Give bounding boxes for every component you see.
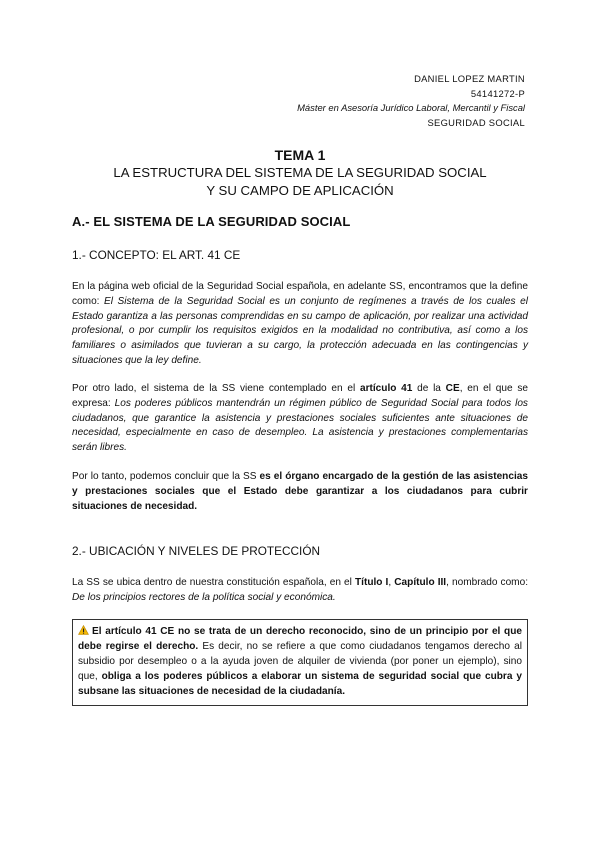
section-heading-a: A.- EL SISTEMA DE LA SEGURIDAD SOCIAL: [72, 214, 351, 229]
paragraph-text: Por otro lado, el sistema de la SS viene contemplado en el: [72, 383, 360, 394]
topic-title-line-1: LA ESTRUCTURA DEL SISTEMA DE LA SEGURIDAD SOCIAL: [113, 165, 487, 180]
note-text: Es decir, no se refiere a que como ciudadanos tengamos derecho al subsidio por desempleo o a la ayuda joven de alquiler de vivienda (por poner un ejemplo), sino que,: [78, 641, 522, 682]
subsection-heading-1: 1.- CONCEPTO: EL ART. 41 CE: [72, 248, 241, 262]
bold-text: artículo 41: [359, 383, 413, 394]
paragraph-definition: [72, 280, 528, 369]
document-header: [297, 72, 525, 130]
paragraph-text: Por lo tanto, podemos concluir que la SS: [72, 471, 260, 482]
paragraph-location: [72, 576, 528, 606]
paragraph-text: La SS se ubica dentro de nuestra constitución española, en el: [72, 577, 355, 588]
note-bold-text: El artículo 41 CE no se trata de un derecho reconocido, sino de un principio por el que debe regirse el derecho.: [78, 626, 522, 652]
paragraph-text: ,: [388, 577, 395, 588]
warning-icon: [78, 625, 89, 635]
topic-number: TEMA 1: [274, 147, 326, 163]
subject-name: SEGURIDAD SOCIAL: [427, 116, 525, 128]
bold-text: es el órgano encargado de la gestión de las asistencias y prestaciones sociales que el Estado debe garantizar a los ciudadanos para cubrir situaciones de necesidad.: [72, 471, 528, 512]
program-name: Máster en Asesoría Jurídico Laboral, Mercantil y Fiscal: [297, 102, 525, 114]
bold-text: CE: [445, 383, 460, 394]
paragraph-article-41: [72, 382, 528, 456]
topic-title-line-2: Y SU CAMPO DE APLICACIÓN: [206, 183, 394, 198]
definition-quote: El Sistema de la Seguridad Social es un conjunto de regímenes a través de los cuales el Estado garantiza a las personas comprendidas en su campo de aplicación, por realizar una actividad profesional, o por cumplir los requisitos exigidos en la modalidad no contributiva, así como a los familiares o asimilados que tuvieran a su cargo, la protección adecuada en las contingencias y situaciones que la ley define.: [72, 295, 528, 366]
subsection-heading-2: 2.- UBICACIÓN Y NIVELES DE PROTECCIÓN: [72, 544, 321, 558]
paragraph-text: , en el que se expresa:: [72, 383, 528, 409]
paragraph-conclusion: [72, 470, 528, 514]
chapter-quote: De los principios rectores de la política social y económica.: [72, 591, 336, 603]
paragraph-text: En la página web oficial de la Seguridad Social española, en adelante SS, encontramos que la define como:: [72, 281, 528, 307]
article-quote: Los poderes públicos mantendrán un régimen público de Seguridad Social para todos los ciudadanos, que garantice la asistencia y prestaciones sociales suficientes ante situaciones de necesidad, especialmente en caso de desempleo. La asistencia y prestaciones complementarias serán libres.: [72, 397, 528, 454]
note-box: [72, 619, 528, 706]
paragraph-text: de la: [412, 383, 446, 394]
bold-text: Capítulo III: [394, 577, 447, 588]
author-name: DANIEL LOPEZ MARTIN: [414, 73, 525, 84]
student-id: 54141272-P: [470, 87, 525, 99]
paragraph-text: , nombrado como:: [446, 577, 529, 588]
bold-text: Título I: [355, 577, 389, 588]
title-block: [70, 146, 530, 200]
note-bold-text: obliga a los poderes públicos a elaborar un sistema de seguridad social que cubra y subsane las situaciones de necesidad de la ciudadanía.: [78, 671, 522, 697]
